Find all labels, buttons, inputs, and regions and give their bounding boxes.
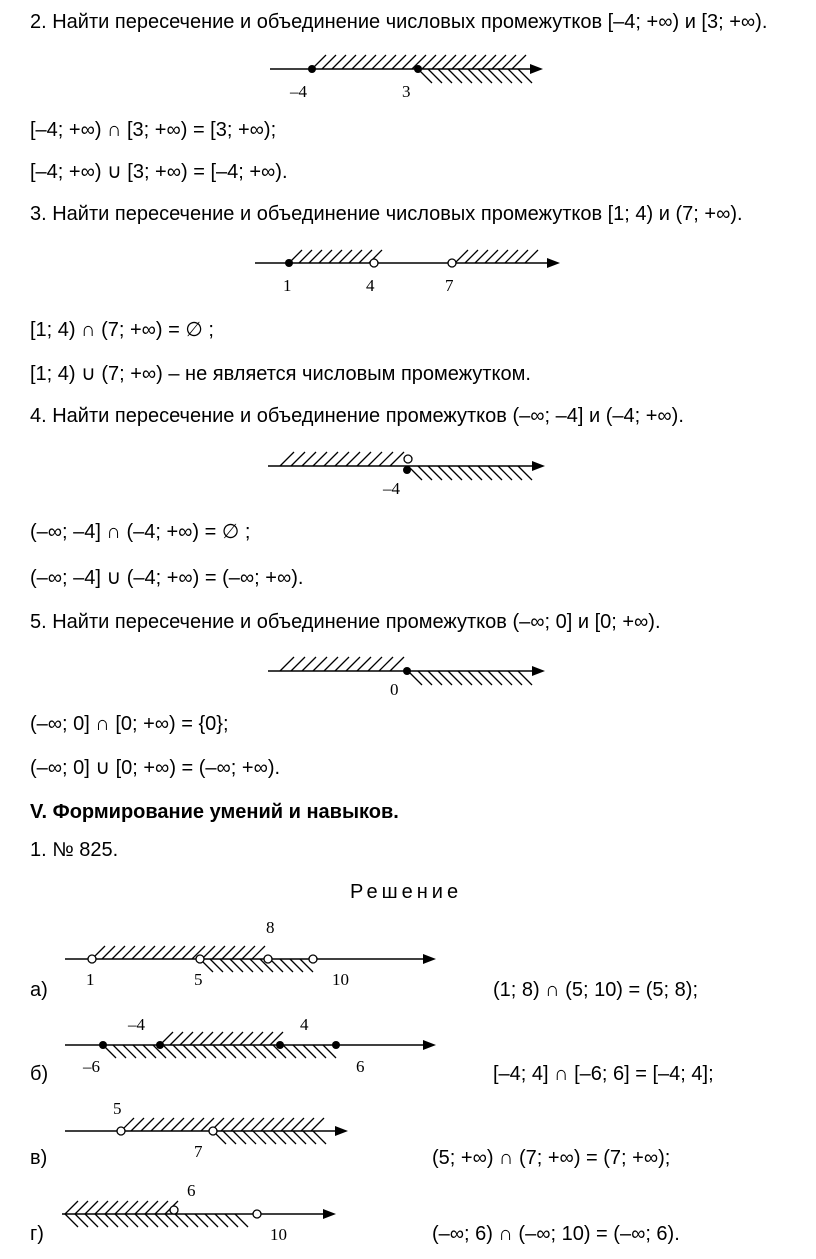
task4-heading: 4. Найти пересечение и объединение промежутков (–∞; –4] и (–4; +∞). [30, 405, 684, 427]
task3-union: [1; 4) ∪ (7; +∞) – не является числовым промежутком. [30, 363, 531, 385]
hatch-left [280, 452, 404, 466]
tick-label: –4 [128, 1015, 145, 1034]
tick-label: 4 [366, 276, 375, 295]
tick-label: 7 [194, 1142, 203, 1161]
task5-intersection: (–∞; 0] ∩ [0; +∞) = {0}; [30, 713, 229, 735]
hatch-1-4 [289, 250, 382, 263]
tick-label: 1 [283, 276, 292, 295]
tick-label: 8 [266, 918, 275, 937]
tick-label: 10 [270, 1225, 287, 1244]
task3-heading: 3. Найти пересечение и объединение числовых промежутков [1; 4) и (7; +∞). [30, 203, 743, 225]
tick-label: –6 [83, 1057, 100, 1076]
part-a-result: (1; 8) ∩ (5; 10) = (5; 8); [493, 979, 698, 1001]
solution-label: Решение [350, 881, 463, 903]
task5-union: (–∞; 0] ∪ [0; +∞) = (–∞; +∞). [30, 757, 281, 779]
task5-heading: 5. Найти пересечение и объединение промежутков (–∞; 0] и [0; +∞). [30, 611, 661, 633]
task5-number-line [0, 645, 816, 705]
part-d-result: (–∞; 6) ∩ (–∞; 10) = (–∞; 6). [432, 1223, 680, 1245]
part-b-letter: б) [30, 1063, 49, 1085]
tick-label: 5 [194, 970, 203, 989]
section-title: V. Формирование умений и навыков. [30, 801, 399, 823]
hatch-right [408, 466, 532, 480]
tick-label: –4 [290, 82, 307, 101]
tick-label: 6 [356, 1057, 365, 1076]
part-b-result: [–4; 4] ∩ [–6; 6] = [–4; 4]; [493, 1063, 714, 1085]
part-d-number-line [0, 1178, 816, 1248]
task2-number-line [0, 0, 816, 110]
task3-number-line [0, 230, 816, 300]
task3-intersection: [1; 4) ∩ (7; +∞) = ∅ ; [30, 319, 214, 341]
tick-label: 10 [332, 970, 349, 989]
part-c-result: (5; +∞) ∩ (7; +∞) = (7; +∞); [432, 1147, 671, 1169]
part-c-number-line [0, 1095, 816, 1165]
part-a-letter: а) [30, 979, 48, 1001]
axis-arrow [530, 64, 543, 74]
point-3 [414, 65, 422, 73]
part-d-letter: г) [30, 1223, 44, 1245]
tick-label: –4 [383, 479, 400, 498]
task2-intersection: [–4; +∞) ∩ [3; +∞) = [3; +∞); [30, 119, 277, 141]
point-minus4 [308, 65, 316, 73]
tick-label: 4 [300, 1015, 309, 1034]
tick-label: 0 [390, 680, 399, 699]
hatch-below [418, 69, 532, 83]
tick-label: 7 [445, 276, 454, 295]
tick-label: 1 [86, 970, 95, 989]
exercise-number: 1. № 825. [30, 839, 119, 861]
task4-union: (–∞; –4] ∪ (–4; +∞) = (–∞; +∞). [30, 567, 304, 589]
tick-label: 6 [187, 1181, 196, 1200]
tick-label: 5 [113, 1099, 122, 1118]
task2-union: [–4; +∞) ∪ [3; +∞) = [–4; +∞). [30, 161, 288, 183]
tick-label: 3 [402, 82, 411, 101]
task4-intersection: (–∞; –4] ∩ (–4; +∞) = ∅ ; [30, 521, 251, 543]
hatch-7-inf [455, 250, 538, 263]
part-c-letter: в) [30, 1147, 48, 1169]
task4-number-line [0, 440, 816, 500]
task2-heading: 2. Найти пересечение и объединение числовых промежутков [–4; +∞) и [3; +∞). [30, 11, 768, 33]
